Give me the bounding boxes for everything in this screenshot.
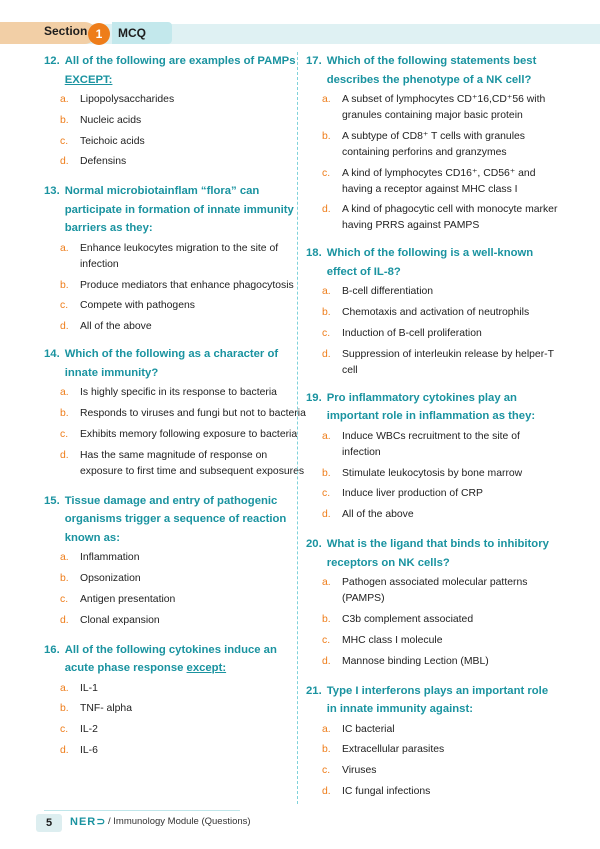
question-text-plain: What is the ligand that binds to inhibitory receptors on NK cells? [326, 538, 549, 569]
option-text: Is highly specific in its response to bacteria [80, 387, 277, 399]
answer-option[interactable] [306, 166, 558, 198]
option-text: IC bacterial [342, 723, 395, 735]
option-text: IL-6 [80, 744, 98, 756]
option-text: Stimulate leukocytosis by bone marrow [342, 467, 523, 479]
question-number: 16. [44, 643, 60, 656]
option-letter: b. [322, 744, 331, 756]
option-letter: d. [322, 509, 331, 521]
question-block [306, 244, 558, 378]
answer-option[interactable] [44, 592, 306, 608]
option-text: Has the same magnitude of response on exposure to first time and subsequent exposures [80, 449, 305, 477]
options-list [44, 241, 306, 335]
option-letter: a. [322, 577, 331, 589]
answer-option[interactable] [44, 385, 306, 401]
question-block [44, 182, 306, 335]
option-text: Nucleic acids [80, 114, 142, 126]
question-block [306, 52, 558, 234]
option-text: Produce mediators that enhance phagocytosis [80, 279, 294, 291]
options-list [44, 92, 306, 170]
module-title: / Immunology Module (Questions) [108, 816, 251, 827]
question-text-plain: Type I interferons plays an important role in innate immunity against: [326, 684, 549, 716]
option-letter: a. [60, 94, 69, 105]
question-stem [44, 641, 306, 678]
question-block [44, 345, 306, 479]
option-letter: b. [322, 130, 331, 142]
question-text [327, 535, 558, 572]
option-text: Clonal expansion [80, 614, 160, 626]
option-letter: d. [60, 744, 69, 756]
option-text: Exhibits memory following exposure to bacteria [80, 428, 298, 440]
answer-option[interactable] [306, 202, 558, 234]
option-letter: d. [322, 785, 331, 797]
options-list [306, 284, 558, 378]
question-text [327, 244, 558, 281]
answer-option[interactable] [306, 612, 558, 628]
question-text-plain: Which of the following is a well-known effect of IL-8? [326, 247, 534, 278]
answer-option[interactable] [306, 784, 558, 800]
section-number-badge: 1 [88, 23, 110, 45]
answer-option[interactable] [306, 305, 558, 321]
option-letter: b. [322, 467, 331, 479]
question-text-plain: Tissue damage and entry of pathogenic organisms trigger a sequence of reaction known as: [64, 494, 287, 544]
option-text: IL-1 [80, 682, 98, 694]
answer-option[interactable] [306, 654, 558, 670]
option-text: Extracellular parasites [342, 744, 445, 756]
answer-option[interactable] [44, 571, 306, 587]
option-letter: d. [322, 204, 331, 216]
option-letter: d. [60, 156, 69, 168]
answer-option[interactable] [44, 154, 306, 170]
answer-option[interactable] [306, 284, 558, 300]
question-text-plain: Pro inflammatory cytokines play an important role in inflammation as they: [326, 391, 536, 423]
answer-option[interactable] [306, 466, 558, 482]
right-column [306, 52, 558, 805]
option-text: Opsonization [80, 572, 141, 584]
option-text: A subtype of CD8⁺ T cells with granules containing perforins and granzymes [342, 130, 525, 158]
question-text-emphasis: except: [186, 662, 227, 675]
question-text-plain: Which of the following statements best describes the phenotype of a NK cell? [326, 55, 537, 86]
answer-option[interactable] [44, 278, 306, 294]
option-letter: c. [60, 724, 69, 736]
option-letter: d. [60, 614, 69, 626]
question-text [65, 641, 306, 678]
option-text: All of the above [342, 509, 414, 521]
answer-option[interactable] [44, 113, 306, 129]
option-letter: c. [322, 167, 331, 179]
question-stem [306, 52, 558, 89]
page-header [0, 0, 600, 50]
option-letter: c. [60, 135, 69, 147]
question-block [306, 535, 558, 669]
question-number: 13. [44, 185, 60, 198]
option-text: All of the above [80, 321, 152, 333]
option-letter: b. [60, 279, 69, 291]
answer-option[interactable] [44, 550, 306, 566]
page-footer [0, 806, 600, 836]
question-stem [306, 682, 558, 719]
option-letter: b. [60, 703, 69, 715]
option-text: Inflammation [80, 552, 140, 564]
question-text [65, 182, 306, 238]
question-block [44, 641, 306, 759]
question-number: 15. [44, 494, 60, 507]
option-letter: d. [60, 449, 69, 461]
question-stem [44, 182, 306, 238]
option-letter: c. [60, 300, 69, 312]
question-number: 20. [306, 538, 322, 551]
options-list [44, 385, 306, 479]
question-text-plain: Normal microbiotainflam “flora” can participate in formation of innate immunity barriers as they: [64, 185, 294, 235]
option-text: Induce WBCs recruitment to the site of infection [342, 430, 520, 458]
options-list [306, 575, 558, 669]
option-letter: d. [60, 321, 69, 333]
option-letter: a. [322, 430, 331, 442]
question-text [327, 52, 558, 89]
option-text: IC fungal infections [342, 785, 431, 797]
options-list [306, 429, 558, 523]
option-letter: d. [322, 348, 331, 360]
answer-option[interactable] [44, 743, 306, 759]
option-text: IL-2 [80, 724, 98, 736]
option-letter: b. [60, 572, 69, 584]
option-text: Induce liver production of CRP [342, 488, 483, 500]
answer-option[interactable] [306, 742, 558, 758]
question-text [327, 389, 558, 426]
option-letter: a. [60, 242, 69, 254]
answer-option[interactable] [44, 427, 306, 443]
answer-option[interactable] [306, 326, 558, 342]
question-stem [306, 535, 558, 572]
option-text: B-cell differentiation [342, 286, 434, 298]
option-text: TNF- alpha [80, 703, 132, 715]
option-text: Compete with pathogens [80, 300, 195, 312]
option-text: Chemotaxis and activation of neutrophils [342, 307, 530, 319]
answer-option[interactable] [44, 241, 306, 273]
question-stem [44, 492, 306, 548]
option-letter: b. [60, 114, 69, 126]
option-letter: c. [60, 428, 69, 440]
option-text: Enhance leukocytes migration to the site of infection [80, 242, 279, 270]
option-letter: b. [322, 307, 331, 319]
question-stem [306, 389, 558, 426]
question-stem [44, 345, 306, 382]
option-text: Viruses [342, 765, 377, 777]
option-text: Pathogen associated molecular patterns (PAMPS) [342, 577, 528, 605]
option-text: Antigen presentation [80, 593, 176, 605]
question-number: 17. [306, 55, 322, 67]
option-letter: a. [60, 552, 69, 564]
question-number: 12. [44, 55, 60, 67]
answer-option[interactable] [306, 486, 558, 502]
option-letter: c. [60, 593, 69, 605]
answer-option[interactable] [44, 406, 306, 422]
left-column [44, 52, 306, 764]
option-text: A subset of lymphocytes CD⁺16,CD⁺56 with granules containing major basic protein [342, 94, 546, 121]
option-text: Mannose binding Lection (MBL) [342, 655, 489, 667]
options-list [306, 722, 558, 800]
option-letter: a. [60, 387, 69, 399]
answer-option[interactable] [44, 134, 306, 150]
answer-option[interactable] [306, 429, 558, 461]
option-letter: c. [322, 327, 331, 339]
mcq-label: MCQ [118, 26, 146, 40]
options-list [306, 92, 558, 234]
option-text: Teichoic acids [80, 135, 145, 147]
option-text: Induction of B-cell proliferation [342, 327, 482, 339]
options-list [44, 681, 306, 759]
answer-option[interactable] [44, 701, 306, 717]
answer-option[interactable] [306, 722, 558, 738]
answer-option[interactable] [306, 507, 558, 523]
answer-option[interactable] [44, 722, 306, 738]
option-letter: b. [60, 408, 69, 420]
answer-option[interactable] [44, 92, 306, 108]
option-letter: a. [60, 682, 69, 694]
question-text [65, 52, 306, 89]
question-text-plain: All of the following are examples of PAMPs [64, 55, 296, 67]
answer-option[interactable] [44, 448, 306, 480]
question-text-plain: Which of the following as a character of innate immunity? [64, 348, 279, 379]
question-number: 14. [44, 348, 60, 361]
answer-option[interactable] [306, 92, 558, 124]
question-number: 18. [306, 247, 322, 260]
question-number: 19. [306, 391, 322, 404]
nerd-logo: NER⊃ [70, 816, 107, 828]
answer-option[interactable] [44, 298, 306, 314]
option-letter: c. [322, 634, 331, 646]
answer-option[interactable] [44, 681, 306, 697]
answer-option[interactable] [306, 575, 558, 607]
option-letter: a. [322, 94, 331, 105]
options-list [44, 550, 306, 628]
footer-rule [44, 810, 240, 811]
question-text-emphasis: EXCEPT: [64, 73, 113, 86]
option-letter: c. [322, 488, 331, 500]
section-label: Section [44, 24, 88, 38]
option-text: MHC class I molecule [342, 634, 443, 646]
option-letter: a. [322, 286, 331, 298]
question-block [306, 389, 558, 523]
answer-option[interactable] [306, 763, 558, 779]
answer-option[interactable] [44, 613, 306, 629]
column-divider [297, 52, 298, 804]
option-text: A kind of phagocytic cell with monocyte marker having PRRS against PAMPS [342, 204, 558, 232]
option-letter: c. [322, 765, 331, 777]
question-stem [44, 52, 306, 89]
question-block [306, 682, 558, 800]
answer-option[interactable] [306, 129, 558, 161]
question-text [65, 345, 306, 382]
question-block [44, 52, 306, 170]
question-stem [306, 244, 558, 281]
option-text: Responds to viruses and fungi but not to bacteria [80, 408, 306, 420]
option-letter: a. [322, 723, 331, 735]
question-block [44, 492, 306, 629]
answer-option[interactable] [306, 347, 558, 379]
option-text: Defensins [80, 156, 127, 168]
question-text-plain: All of the following cytokines induce an acute phase response [64, 643, 277, 675]
option-text: Suppression of interleukin release by helper-T cell [342, 348, 554, 376]
question-text [327, 682, 558, 719]
option-letter: d. [322, 655, 331, 667]
question-number: 21. [306, 684, 322, 697]
question-text [65, 492, 306, 548]
answer-option[interactable] [44, 319, 306, 335]
page-number: 5 [36, 814, 62, 832]
option-text: A kind of lymphocytes CD16⁺, CD56⁺ and having a receptor against MHC class I [342, 167, 536, 195]
option-text: C3b complement associated [342, 613, 474, 625]
option-letter: b. [322, 613, 331, 625]
option-text: Lipopolysaccharides [80, 94, 175, 105]
answer-option[interactable] [306, 633, 558, 649]
